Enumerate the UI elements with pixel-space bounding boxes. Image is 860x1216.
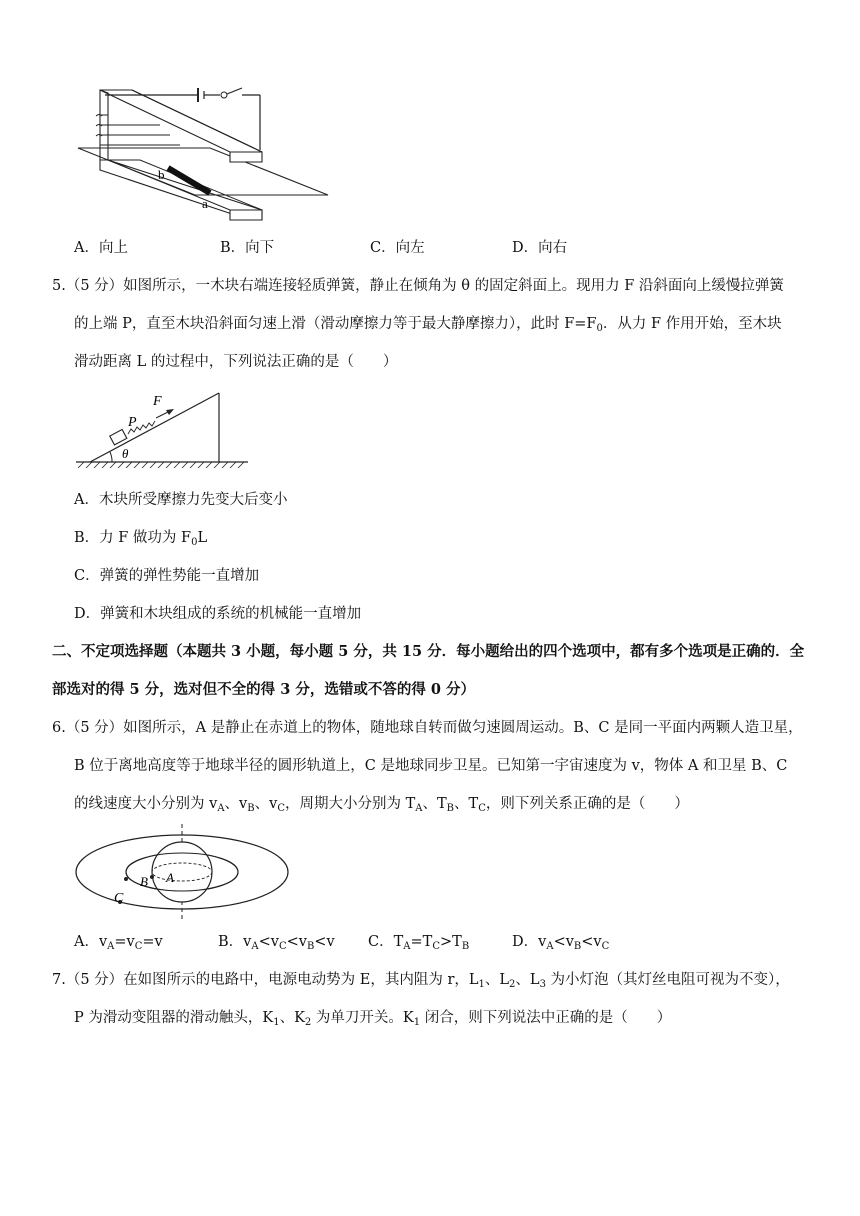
q5-stem-line3: 滑动距离 L 的过程中，下列说法正确的是（ ） — [74, 354, 398, 370]
q5-option-a: A．木块所受摩擦力先变大后变小 — [74, 492, 288, 508]
q5-label-p: P — [128, 415, 137, 430]
q6-label-c: C — [114, 891, 124, 906]
q5-option-b: B．力 F 做功为 $F_0L$ — [74, 530, 208, 548]
q6-option-a: A．$v_A=v_C=v$ — [74, 934, 163, 952]
q6-orbit-figure — [72, 822, 292, 922]
q4-option-b: B．向下 — [220, 240, 275, 256]
q7-stem-line1: 7.（5 分）在如图所示的电路中，电源电动势为 E，其内阻为 r，$L_1$、$L_2$、$L_3$ 为小灯泡（其灯丝电阻可视为不变）， — [52, 972, 790, 990]
q6-option-d: D．$v_A<v_B<v_C$ — [512, 934, 610, 952]
q6-stem-line2: B 位于离地高度等于地球半径的圆形轨道上，C 是地球同步卫星。已知第一宇宙速度为 v，物体 A 和卫星 B、C — [74, 758, 788, 774]
q6-label-b: B — [140, 874, 148, 889]
q6-label-a: A — [166, 870, 174, 885]
q4-option-d: D．向右 — [512, 240, 568, 256]
q5-stem-line1: 5.（5 分）如图所示，一木块右端连接轻质弹簧，静止在倾角为 θ 的固定斜面上。现用力 F 沿斜面向上缓慢拉弹簧 — [52, 278, 784, 294]
q6-stem-line3: 的线速度大小分别为 $v_A$、$v_B$、$v_C$，周期大小分别为 $T_A$、$T_B$、$T_C$，则下列关系正确的是（ ） — [74, 796, 689, 814]
q5-option-c: C．弹簧的弹性势能一直增加 — [74, 568, 260, 584]
q6-option-b: B．$v_A<v_C<v_B<v$ — [218, 934, 335, 952]
q6-option-c: C．$T_A=T_C>T_B$ — [368, 934, 470, 952]
q5-option-d: D．弹簧和木块组成的系统的机械能一直增加 — [74, 606, 362, 622]
q7-stem-line2: P 为滑动变阻器的滑动触头，$K_1$、$K_2$ 为单刀开关。$K_1$ 闭合，则下列说法中正确的是（ ） — [74, 1010, 672, 1028]
q5-label-theta: θ — [122, 446, 129, 461]
q4-figure — [70, 80, 340, 225]
q5-stem-line2: 的上端 P，直至木块沿斜面匀速上滑（滑动摩擦力等于最大静摩擦力），此时 $F=F_0$．从力 F 作用开始，至木块 — [74, 316, 782, 334]
rod-label-b: b — [158, 167, 165, 182]
q4-option-a: A．向上 — [74, 240, 128, 256]
q4-option-c: C．向左 — [370, 240, 425, 256]
q5-label-f: F — [153, 394, 162, 409]
rod-label-a: a — [202, 196, 208, 211]
section2-heading-line1: 二、不定项选择题（本题共 3 小题，每小题 5 分，共 15 分．每小题给出的四个选项中，都有多个选项是正确的．全 — [52, 643, 805, 660]
q5-incline-figure — [76, 390, 256, 470]
q6-stem-line1: 6.（5 分）如图所示，A 是静止在赤道上的物体，随地球自转而做匀速圆周运动。B、C 是同一平面内两颗人造卫星， — [52, 720, 803, 736]
section2-heading-line2: 部选对的得 5 分，选对但不全的得 3 分，选错或不答的得 0 分） — [52, 681, 476, 698]
